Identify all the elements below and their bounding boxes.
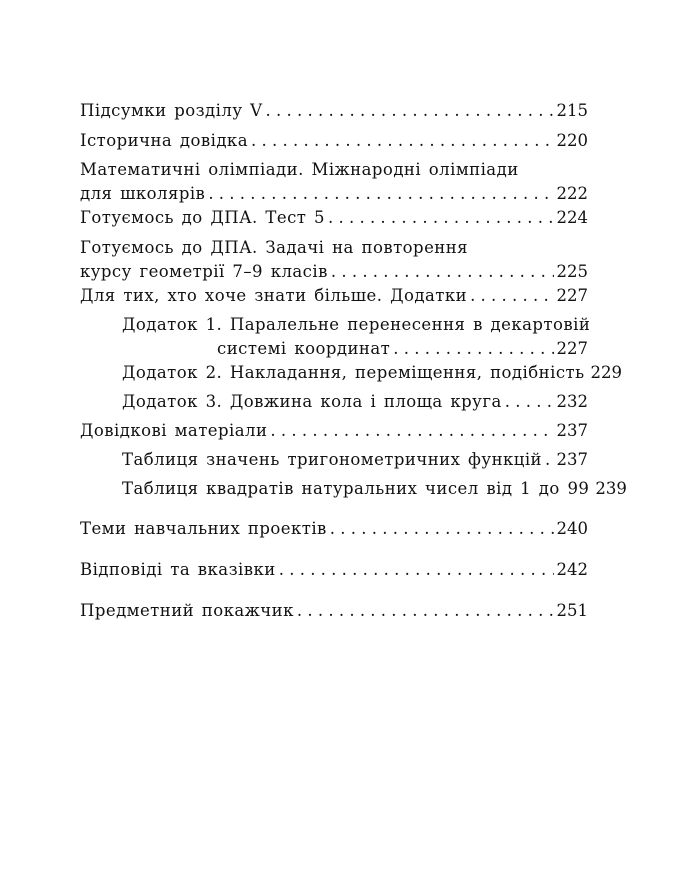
leader-dots	[505, 390, 554, 414]
toc-entry-title: Теми навчальних проектів	[80, 519, 327, 538]
toc-page-number: 215	[556, 101, 588, 120]
toc-entry-title: Додаток 3. Довжина кола і площа круга	[122, 392, 502, 411]
leader-dots	[331, 260, 554, 284]
toc-entry-title: Для тих, хто хоче знати більше. Додатки	[80, 286, 468, 305]
toc-entry-appendices	[80, 284, 588, 308]
leader-dots	[393, 337, 553, 361]
toc-page-number: 237	[556, 450, 588, 469]
toc-entry-dpa-test-5	[80, 206, 588, 230]
toc-page-number: 222	[556, 184, 588, 203]
leader-dots	[470, 284, 553, 308]
toc-page-number: 242	[556, 560, 588, 579]
toc-entry-olympiads	[80, 158, 588, 206]
toc-entry-appendix-2	[122, 361, 623, 385]
toc-entry-title: Підсумки розділу V	[80, 101, 263, 120]
leader-dots	[545, 448, 553, 472]
toc-entry-historical-note	[80, 129, 588, 153]
toc-entry-title-line1: Готуємось до ДПА. Задачі на повторення	[80, 238, 469, 257]
leader-dots	[208, 182, 553, 206]
toc-entry-project-topics	[80, 517, 588, 541]
toc-entry-title: Довідкові матеріали	[80, 421, 268, 440]
toc-entry-answers	[80, 558, 588, 582]
toc-entry-squares-table	[122, 477, 627, 501]
toc-entry-title: Предметний покажчик	[80, 601, 294, 620]
toc-entry-title-line1: Додаток 1. Паралельне перенесення в декартовій	[122, 315, 591, 334]
leader-dots	[251, 129, 554, 153]
toc-entry-title: Таблиця значень тригонометричних функцій	[122, 450, 543, 469]
toc-entry-dpa-review-problems	[80, 236, 588, 284]
toc-entry-title-line2: для школярів	[80, 184, 206, 203]
leader-dots	[270, 419, 553, 443]
toc-page-number: 251	[556, 601, 588, 620]
leader-dots	[328, 206, 554, 230]
toc-entry-appendix-3	[122, 390, 588, 414]
toc-entry-summary-section-v	[80, 99, 588, 123]
toc-entry-trig-table	[122, 448, 588, 472]
toc-page-number: 240	[556, 519, 588, 538]
toc-page-number: 232	[556, 392, 588, 411]
toc-page-number: 229	[590, 363, 623, 382]
toc-entry-title-line1: Математичні олімпіади. Міжнародні олімпіади	[80, 160, 519, 179]
toc-entry-title: Таблиця квадратів натуральних чисел від 1 до 99	[122, 479, 590, 498]
leader-dots	[279, 558, 554, 582]
toc-entry-title: Відповіді та вказівки	[80, 560, 276, 579]
toc-page-number: 237	[556, 421, 588, 440]
toc-entry-title: Готуємось до ДПА. Тест 5	[80, 208, 325, 227]
toc-entry-title: Додаток 2. Накладання, переміщення, подібність	[122, 363, 585, 382]
toc-entry-reference-materials	[80, 419, 588, 443]
toc-entry-title: Історична довідка	[80, 131, 248, 150]
toc-entry-appendix-1	[122, 313, 591, 361]
toc-page-number: 227	[556, 339, 588, 358]
toc-entry-subject-index	[80, 599, 588, 623]
leader-dots	[266, 99, 554, 123]
toc-entry-title-line2: системі координат	[217, 339, 391, 358]
toc-entry-title-line2: курсу геометрії 7–9 класів	[80, 262, 328, 281]
leader-dots	[330, 517, 554, 541]
toc-page-number: 224	[556, 208, 588, 227]
leader-dots	[297, 599, 554, 623]
toc-page-number: 227	[556, 286, 588, 305]
toc-page-number: 220	[556, 131, 588, 150]
toc-page-number: 239	[595, 479, 627, 498]
toc-page-number: 225	[556, 262, 588, 281]
